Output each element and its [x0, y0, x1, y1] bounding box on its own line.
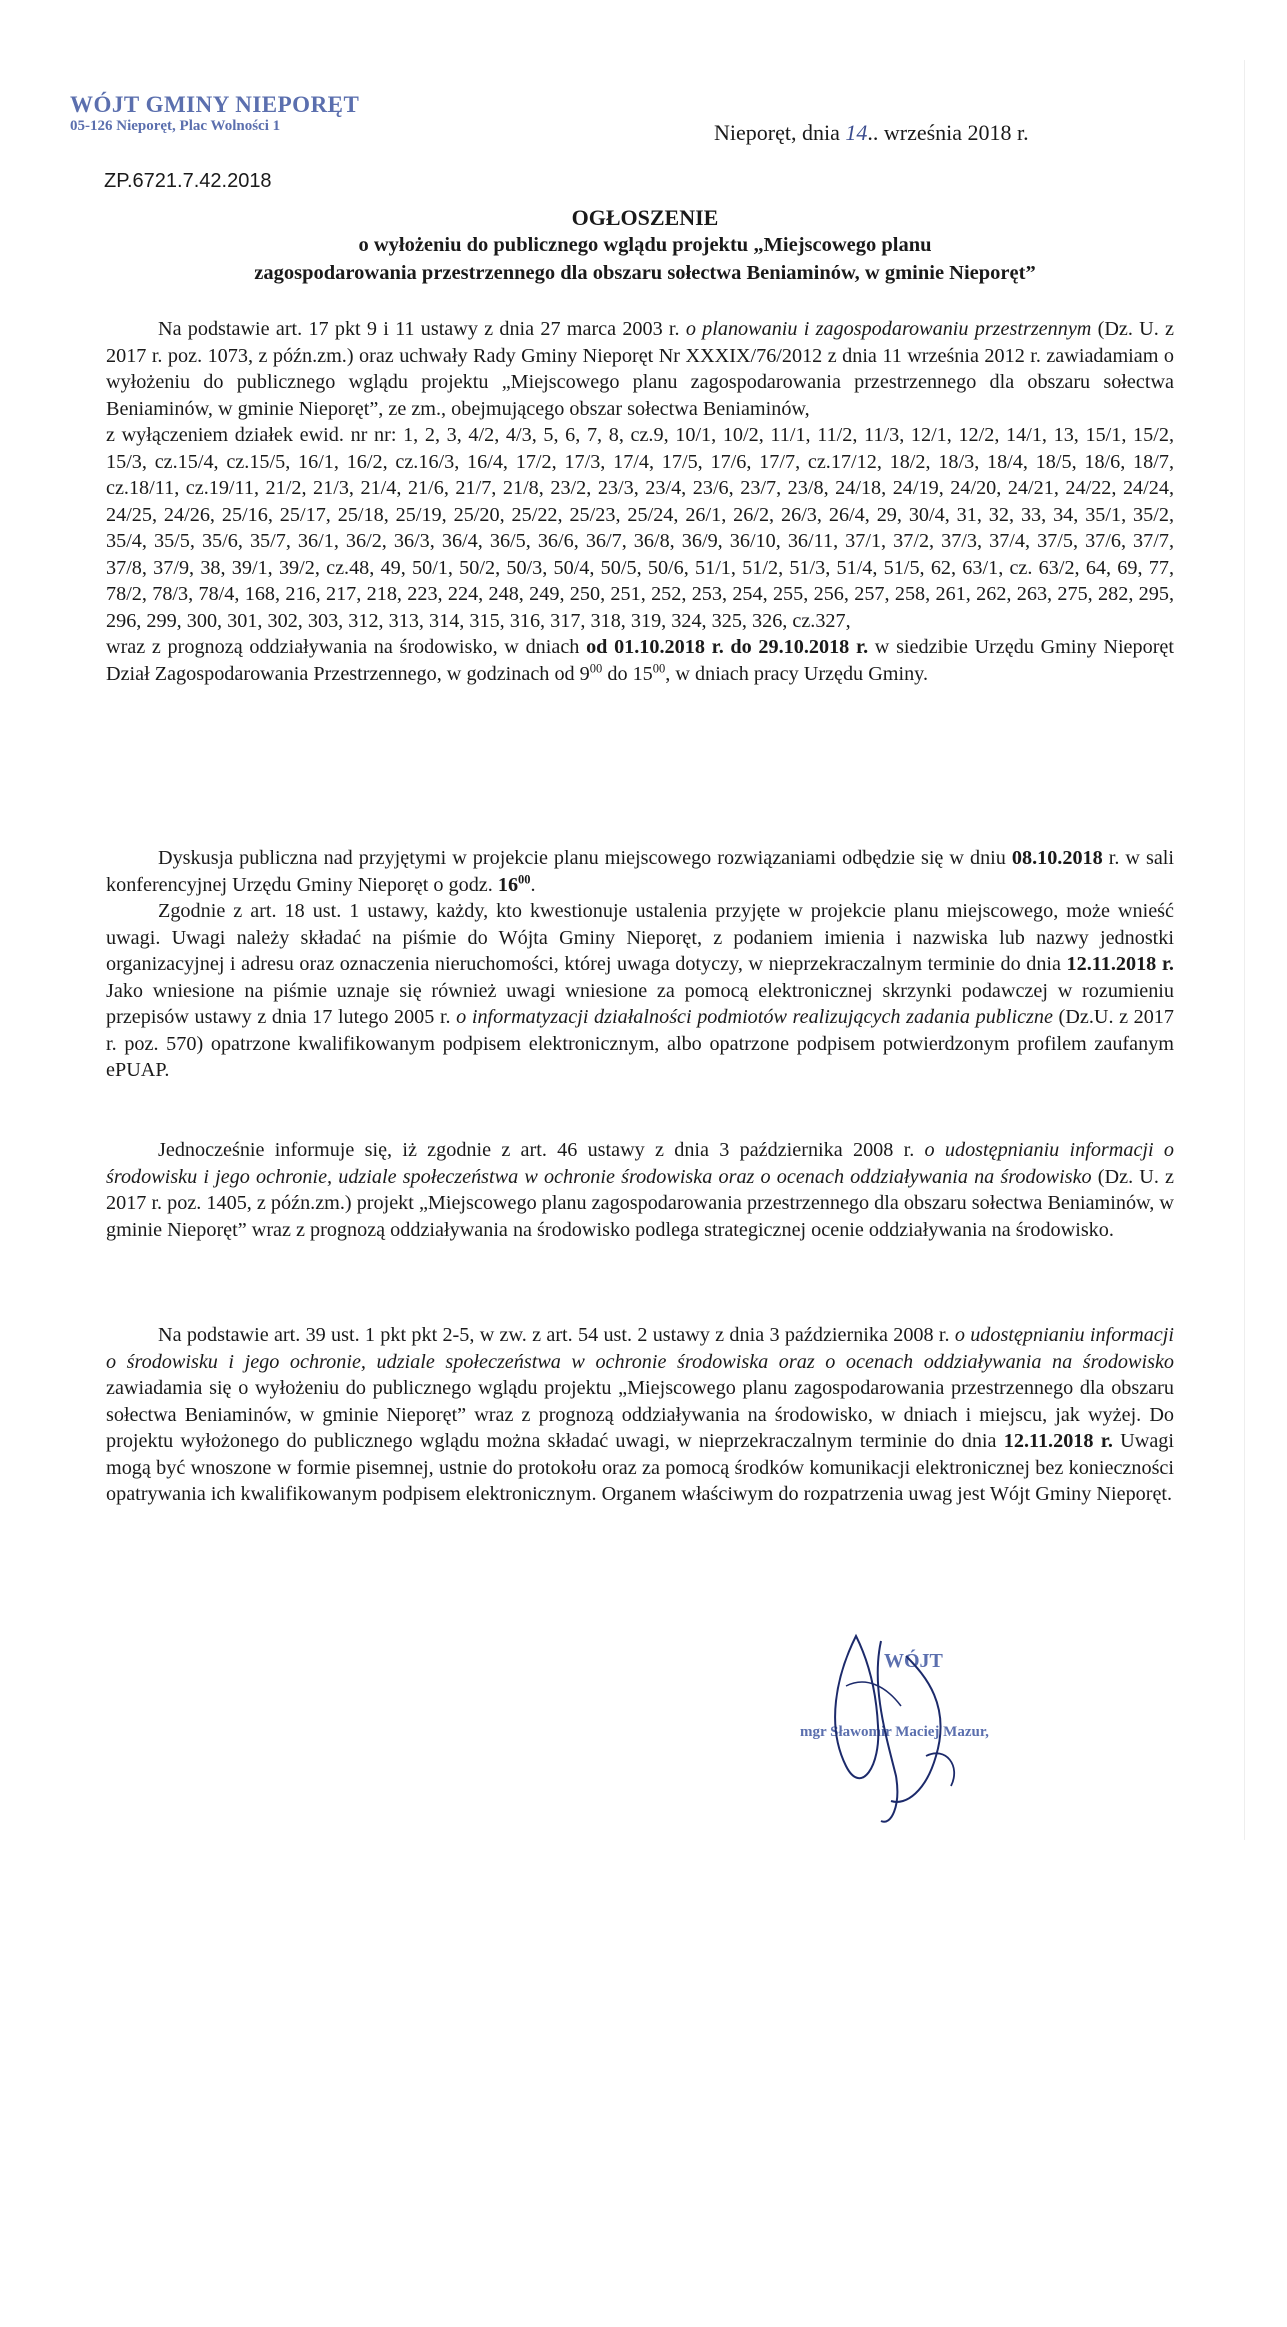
- discussion-time: [497, 871, 531, 896]
- text-span: , w dniach pracy Urzędu Gminy.: [665, 662, 929, 685]
- excluded-plots-list: z wyłączeniem działek ewid. nr nr: 1, 2, 3, 4/2, 4/3, 5, 6, 7, 8, cz.9, 10/1, 10/2, 11/1, 11/2, 11/3, 12/1, 12/2, 14/1, 13, 15/1, 15/2, 15/3, cz.15/4, cz.15/5, 16/1, 16/2, cz.16/3, 16/4, 17/2, 17/3, 17/4, 17/5, 17/6, 17/7, cz.17/12, 18/2, 18/3, 18/4, 18/5, 18/6, 18/7, cz.18/11, cz.19/11, 21/2, 21/3, 21/4, 21/6, 21/7, 21/8, 23/2, 23/3, 23/4, 23/6, 23/7, 23/8, 24/18, 24/19, 24/20, 24/21, 24/22, 24/24, 24/25, 24/26, 25/16, 25/17, 25/18, 25/19, 25/20, 25/22, 25/23, 25/24, 26/1, 26/2, 26/3, 26/4, 29, 30/4, 31, 32, 33, 34, 35/1, 35/2, 35/4, 35/5, 35/6, 35/7, 36/1, 36/2, 36/3, 36/4, 36/5, 36/6, 36/7, 36/8, 36/9, 36/10, 36/11, 37/1, 37/2, 37/3, 37/4, 37/5, 37/6, 37/7, 37/8, 37/9, 38, 39/1, 39/2, cz.48, 49, 50/1, 50/2, 50/3, 50/4, 50/5, 50/6, 51/1, 51/2, 51/3, 51/4, 51/5, 62, 63/1, cz. 63/2, 64, 69, 77, 78/2, 78/3, 78/4, 168, 216, 217, 218, 223, 224, 248, 249, 250, 251, 252, 253, 254, 255, 256, 257, 258, 261, 262, 263, 275, 282, 295, 296, 299, 300, 301, 302, 303, 312, 313, 314, 315, 316, 317, 318, 319, 324, 325, 326, cz.327,: [106, 424, 1174, 632]
- stamp-address: 05-126 Nieporęt, Plac Wolności 1: [70, 118, 281, 135]
- paragraph-notice: [106, 1322, 1174, 1508]
- scan-edge-line: [1244, 60, 1245, 1840]
- handwritten-signature: [786, 1616, 1086, 1836]
- text-span: Jednocześnie informuje się, iż zgodnie z art. 46 ustawy z dnia 3 października 2008 r.: [158, 1139, 925, 1161]
- deadline-date: 12.11.2018 r.: [1066, 953, 1174, 975]
- time-superscript: 00: [652, 660, 666, 675]
- stamp-title: WÓJT GMINY NIEPORĘT: [70, 92, 360, 117]
- paragraph-legal-basis: [106, 316, 1174, 687]
- text-span: r. w sali konferencyjnej Urzędu Gminy Nieporęt o godz.: [106, 847, 1174, 896]
- handwritten-day: 14: [845, 120, 868, 145]
- document-subtitle-line1: o wyłożeniu do publicznego wglądu projektu „Miejscowego planu: [358, 234, 932, 256]
- exhibition-dates: od 01.10.2018 r. do 29.10.2018 r.: [586, 636, 869, 658]
- deadline-date: 12.11.2018 r.: [1003, 1430, 1113, 1452]
- signature-stamp-name: mgr Sławomir Maciej Mazur,: [800, 1724, 989, 1740]
- text-span: Na podstawie art. 39 ust. 1 pkt pkt 2-5, w zw. z art. 54 ust. 2 ustawy z dnia 3 października 2008 r.: [158, 1324, 955, 1346]
- italic-act-name: o informatyzacji działalności podmiotów realizujących zadania publiczne: [456, 1006, 1053, 1028]
- paragraph-environmental-assessment: [106, 1137, 1174, 1243]
- reference-number: ZP.6721.7.42.2018: [104, 170, 272, 192]
- text-span: (Dz.U. z 2017 r. poz. 570) opatrzone kwalifikowanym podpisem elektronicznym, albo opatrzone podpisem potwierdzonym profilem zaufanym ePUAP.: [106, 1006, 1174, 1081]
- time-superscript: 00: [589, 660, 603, 675]
- text-span: Jako wniesione na piśmie uznaje się również uwagi wniesione za pomocą elektronicznej skrzynki podawczej w rozumieniu przepisów ustawy z dnia 17 lutego 2005 r.: [106, 979, 1174, 1028]
- text-span: wraz z prognozą oddziaływania na środowisko, w dniach: [106, 636, 587, 658]
- document-subtitle-line2: zagospodarowania przestrzennego dla obszaru sołectwa Beniaminów, w gminie Nieporęt”: [254, 262, 1036, 284]
- discussion-date: 08.10.2018: [1011, 847, 1103, 869]
- signature-stamp-title: WÓJT: [884, 1650, 943, 1672]
- signature-block: [786, 1616, 1086, 1836]
- text-span: Na podstawie art. 17 pkt 9 i 11 ustawy z dnia 27 marca 2003 r.: [158, 318, 686, 340]
- italic-act-name: o udostępnianiu informacji o środowisku i jego ochronie, udziale społeczeństwa w ochronie środowiska oraz o ocenach oddziaływania na środowisko: [106, 1324, 1174, 1373]
- text-span: Zgodnie z art. 18 ust. 1 ustawy, każdy, kto kwestionuje ustalenia przyjęte w projekcie planu miejscowego, może wnieść uwagi. Uwagi należy składać na piśmie do Wójta Gminy Nieporęt, z podaniem imienia i nazwiska lub nazwy jednostki organizacyjnej i adresu oraz oznaczenia nieruchomości, której uwaga dotyczy, w nieprzekraczalnym terminie do dnia: [106, 900, 1174, 975]
- paragraph-public-discussion: [106, 845, 1174, 898]
- time-superscript: 00: [518, 871, 531, 886]
- place-date-line: [714, 120, 1029, 146]
- text-span: Dyskusja publiczna nad przyjętymi w projekcie planu miejscowego rozwiązaniami odbędzie się w dniu: [158, 847, 1012, 869]
- italic-act-name: o planowaniu i zagospodarowaniu przestrzennym: [685, 318, 1092, 340]
- text-span: w siedzibie Urzędu Gminy Nieporęt Dział Zagospodarowania Przestrzennego, w godzinach od 9: [106, 636, 1174, 685]
- office-stamp: [70, 92, 359, 136]
- date-prefix: Nieporęt, dnia: [714, 120, 846, 145]
- text-span: .: [530, 873, 536, 896]
- document-title: OGŁOSZENIE: [571, 205, 719, 230]
- italic-act-name: o udostępnianiu informacji o środowisku i jego ochronie, udziale społeczeństwa w ochronie środowiska oraz o ocenach oddziaływania na środowisko: [106, 1139, 1174, 1188]
- text-span: (Dz. U. z 2017 r. poz. 1405, z późn.zm.) projekt „Miejscowego planu zagospodarowania przestrzennego dla obszaru sołectwa Beniaminów, w gminie Nieporęt” wraz z prognozą oddziaływania na środowisko podlega strategicznej ocenie oddziaływania na środowisko.: [106, 1165, 1174, 1241]
- text-span: Uwagi mogą być wnoszone w formie pisemnej, ustnie do protokołu oraz za pomocą środków komunikacji elektronicznej bez konieczności opatrywania ich kwalifikowanym podpisem elektronicznym. Organem właściwym do rozpatrzenia uwag jest Wójt Gminy Nieporęt.: [106, 1430, 1174, 1505]
- text-span: (Dz. U. z 2017 r. poz. 1073, z późn.zm.) oraz uchwały Rady Gminy Nieporęt Nr XXXIX/76/2012 z dnia 11 września 2012 r. zawiadamiam o wyłożeniu do publicznego wglądu projektu „Miejscowego planu zagospodarowania przestrzennego dla obszaru sołectwa Beniaminów, w gminie Nieporęt”, ze zm., obejmującego obszar sołectwa Beniaminów,: [106, 318, 1174, 420]
- text-span: do 15: [602, 662, 653, 685]
- text-span: zawiadamia się o wyłożeniu do publicznego wglądu projektu „Miejscowego planu zagospodarowania przestrzennego dla obszaru sołectwa Beniaminów, w gminie Nieporęt” wraz z prognozą oddziaływania na środowisko, w dniach i miejscu, jak wyżej. Do projektu wyłożonego do publicznego wglądu można składać uwagi, w nieprzekraczalnym terminie do dnia: [106, 1377, 1174, 1452]
- date-suffix: .. września 2018 r.: [867, 120, 1029, 145]
- text-span: 16: [497, 873, 519, 896]
- paragraph-comments: [106, 898, 1174, 1084]
